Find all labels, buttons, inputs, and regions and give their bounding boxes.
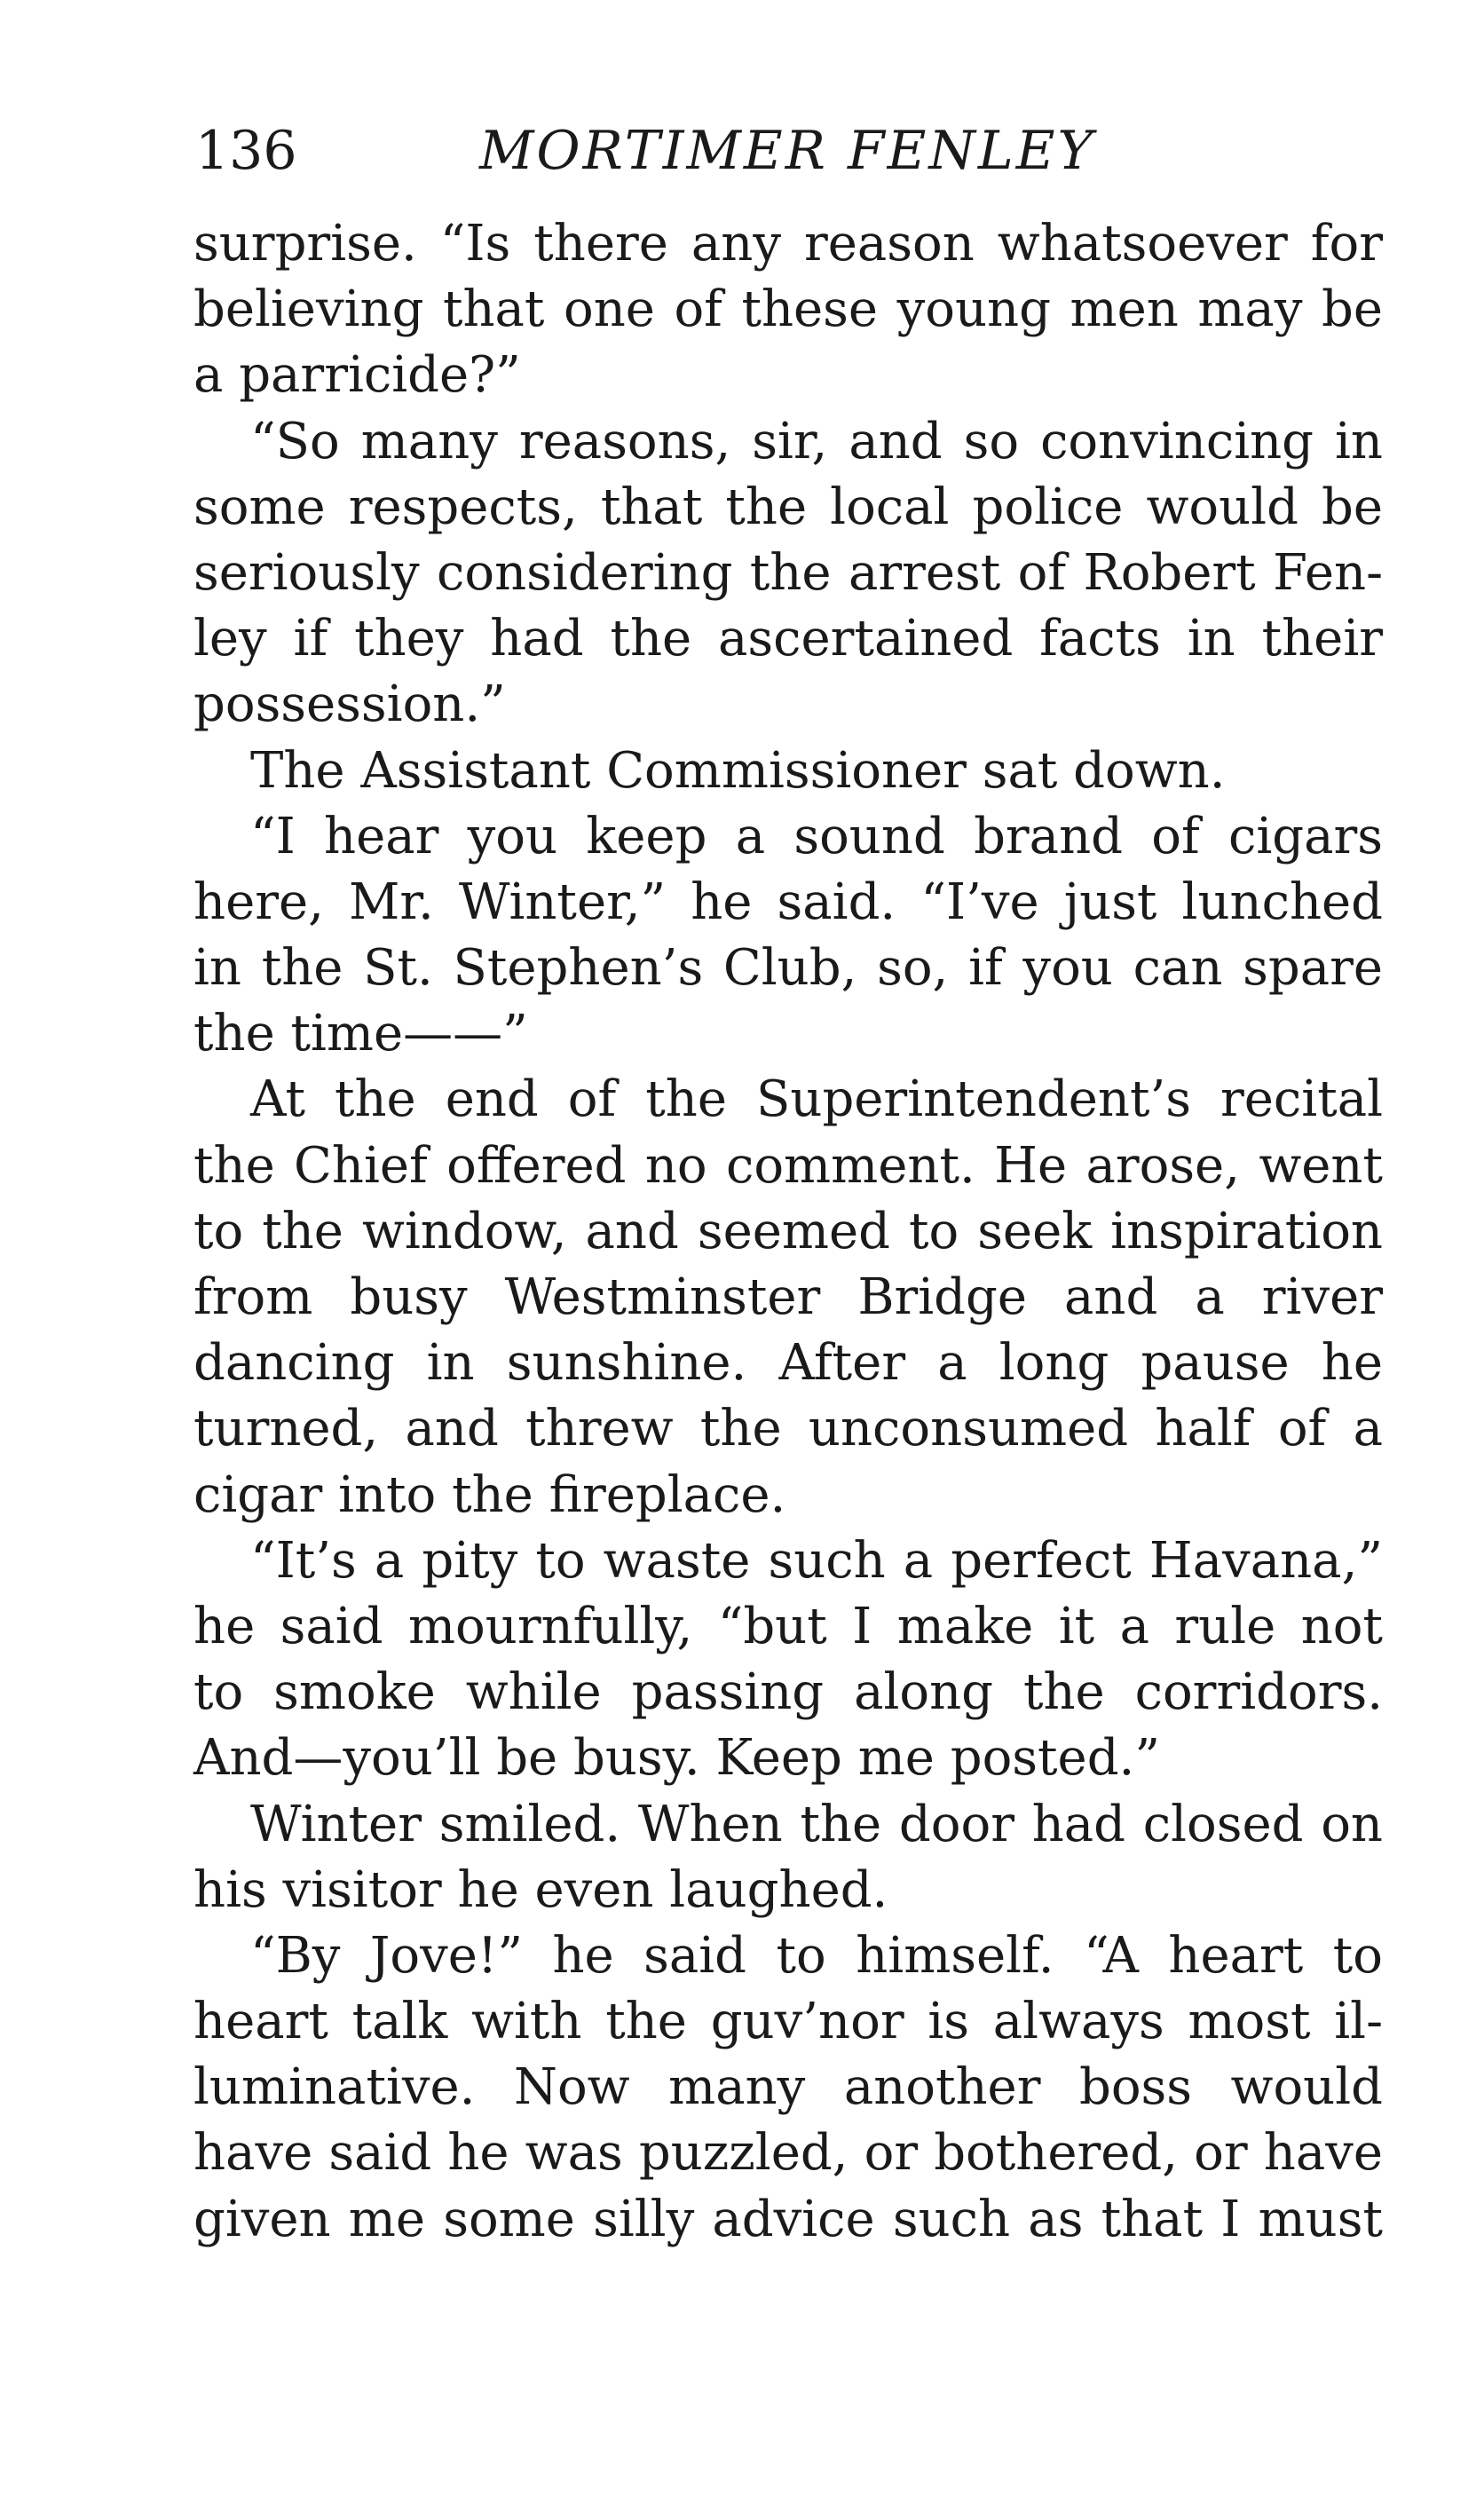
running-head: MORTIMER FENLEY [479, 120, 1096, 182]
page-number: 136 [195, 120, 297, 182]
text-line: dancing in sunshine. After a long pause he [193, 1334, 1383, 1393]
text-line: “By Jove!” he said to himself. “A heart to [250, 1926, 1383, 1985]
text-line: his visitor he even laughed. [193, 1860, 888, 1919]
text-line: believing that one of these young men may be [193, 280, 1383, 339]
text-line: ley if they had the ascertained facts in their [193, 610, 1383, 668]
text-line: cigar into the fireplace. [193, 1465, 786, 1524]
text-line: a parricide?” [193, 346, 521, 405]
text-line: have said he was puzzled, or bothered, or have [193, 2124, 1383, 2183]
text-line: At the end of the Superintendent’s recital [250, 1070, 1383, 1129]
text-line: The Assistant Commissioner sat down. [250, 741, 1226, 800]
text-line: in the St. Stephen’s Club, so, if you can spare [193, 939, 1383, 998]
text-line: some respects, that the local police would be [193, 478, 1383, 536]
text-line: to smoke while passing along the corridors. [193, 1663, 1383, 1722]
text-line: seriously considering the arrest of Robert Fen- [193, 543, 1383, 602]
text-line: “I hear you keep a sound brand of cigars [250, 807, 1383, 865]
text-line: to the window, and seemed to seek inspiration [193, 1202, 1383, 1260]
text-line: turned, and threw the unconsumed half of a [193, 1400, 1383, 1458]
page-header [195, 115, 1393, 186]
text-line: heart talk with the guv’nor is always most il- [193, 1993, 1383, 2051]
text-line: Winter smiled. When the door had closed on [250, 1795, 1383, 1853]
text-line: possession.” [193, 675, 506, 734]
text-line: surprise. “Is there any reason whatsoever for [193, 215, 1383, 272]
text-line: given me some silly advice such as that I must [193, 2190, 1383, 2248]
body-text [193, 211, 1383, 2253]
text-line: “So many reasons, sir, and so convincing in [250, 412, 1383, 470]
text-line: here, Mr. Winter,” he said. “I’ve just lunched [193, 873, 1383, 931]
text-line: “It’s a pity to waste such a perfect Havana,” [250, 1531, 1383, 1590]
text-line: he said mournfully, “but I make it a rule not [193, 1597, 1383, 1655]
text-line: from busy Westminster Bridge and a river [193, 1268, 1383, 1326]
text-line: And—you’ll be busy. Keep me posted.” [193, 1729, 1160, 1788]
text-line: luminative. Now many another boss would [193, 2058, 1383, 2117]
text-line: the time——” [193, 1005, 528, 1063]
text-line: the Chief offered no comment. He arose, went [193, 1136, 1383, 1195]
